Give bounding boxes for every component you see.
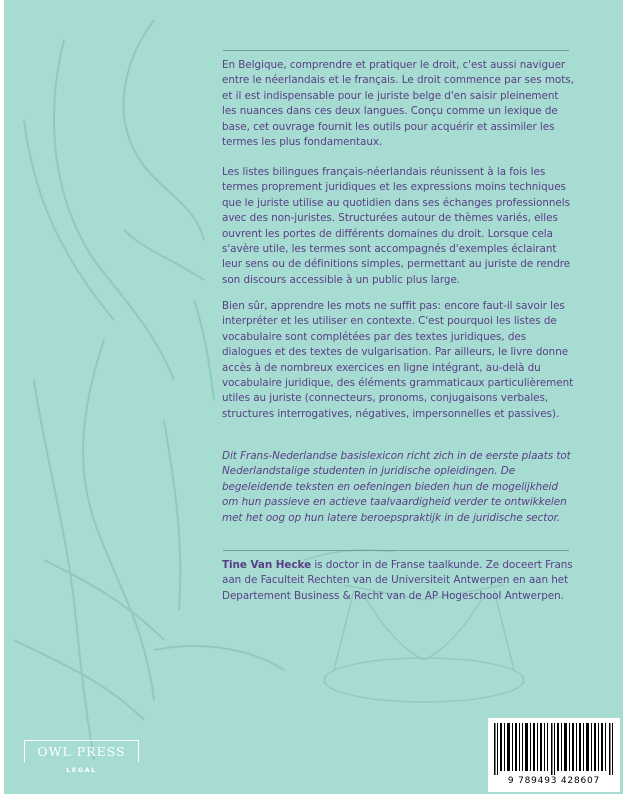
- barcode-bars: [492, 723, 616, 775]
- blurb-paragraph-1: En Belgique, comprendre et pratiquer le droit, c'est aussi naviguer entre le néerlandais et le français. Le droit commence par ses mots, et il est indispensable pour le juriste belge d'en saisir pleinement les nuances dans ces deux langues. Conçu comme un lexique de base, cet ouvrage fournit les outils pour acquérir et assimiler les termes les plus fondamentaux.: [222, 59, 574, 149]
- author-bio: [222, 558, 574, 604]
- blurb-paragraph-dutch: Dit Frans-Nederlandse basislexicon richt zich in de eerste plaats tot Nederlandstalige studenten in juridische opleidingen. De begeleidende teksten en oefeningen bieden hun de mogelijkheid om hun passieve en actieve taalvaardigheid verder te ontwikkelen met het oog op hun latere beroepspraktijk in de juridische sector.: [222, 450, 571, 524]
- blurb-paragraph-2: Les listes bilingues français-néerlandais réunissent à la fois les termes proprement juridiques et les expressions moins techniques que le juriste utilise au quotidien dans ses échanges professionnels avec des non-juristes. Structurées autour de thèmes variés, elles ouvrent les portes de différents domaines du droit. Lorsque cela s'avère utile, les termes sont accompagnés d'exemples éclairant leur sens ou de définitions simples, permettant au juriste de rendre son discours accessible à un public plus large.: [222, 166, 571, 286]
- author-name: Tine Van Hecke: [222, 559, 312, 571]
- publisher-imprint: LEGAL: [66, 766, 97, 774]
- isbn-digits: 9 789493 428607: [507, 776, 601, 786]
- blurb-paragraph-3: Bien sûr, apprendre les mots ne suffit pas: encore faut-il savoir les interpréter et les utiliser en contexte. C'est pourquoi les listes de vocabulaire sont complétées par des textes juridiques, des dialogues et des textes de vulgarisation. Par ailleurs, le livre donne accès à de nombreux exercices en ligne intégrant, au-delà du vocabulaire juridique, des éléments grammaticaux particulièrement utiles au juriste (connecteurs, pronoms, conjugaisons verbales, structures interrogatives, négatives, impersonnelles et passives).: [222, 300, 574, 420]
- publisher-logo: [24, 740, 139, 782]
- isbn-barcode: [488, 718, 620, 792]
- top-divider: [223, 50, 569, 51]
- author-bio-text: is doctor in de Franse taalkunde. Ze doceert Frans aan de Faculteit Rechten van de Universiteit Antwerpen en aan het Departement Business & Recht van de AP Hogeschool Antwerpen.: [222, 559, 573, 602]
- publisher-name: OWL PRESS: [37, 744, 126, 759]
- author-divider: [223, 550, 569, 551]
- back-cover: [4, 0, 623, 794]
